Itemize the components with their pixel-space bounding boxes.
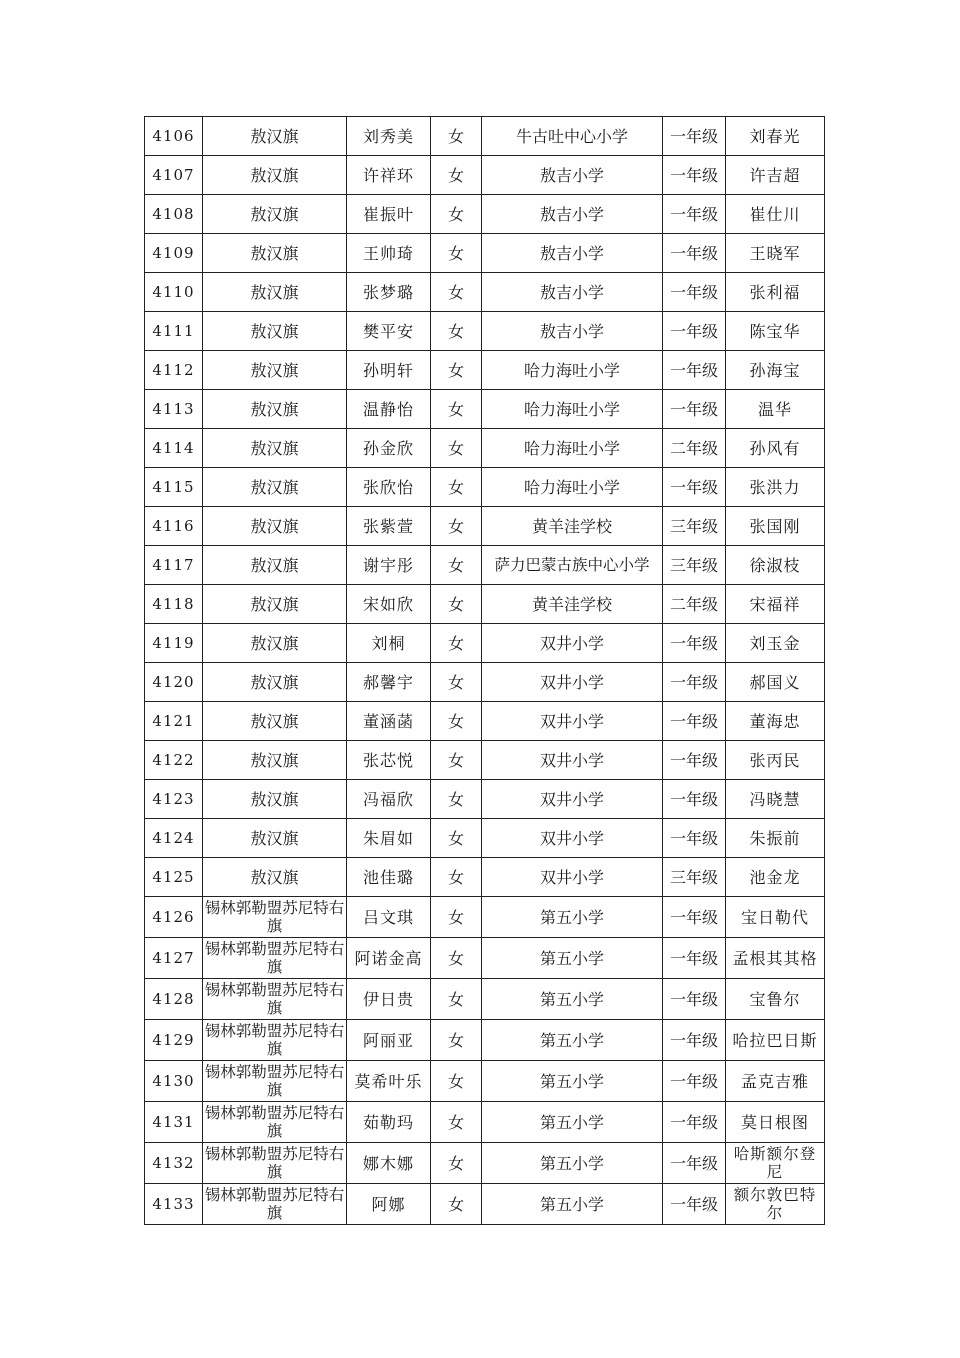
- region-cell: 敖汉旗: [203, 858, 347, 897]
- region-cell: 敖汉旗: [203, 819, 347, 858]
- gender-cell: 女: [431, 468, 482, 507]
- table-row: [145, 468, 825, 507]
- row-number-cell: 4125: [145, 858, 203, 897]
- student-name-cell: 温静怡: [347, 390, 431, 429]
- gender-cell: 女: [431, 507, 482, 546]
- row-number-cell: 4118: [145, 585, 203, 624]
- grade-cell: 一年级: [663, 979, 726, 1020]
- student-name-cell: 茹勒玛: [347, 1102, 431, 1143]
- gender-cell: 女: [431, 273, 482, 312]
- region-cell: 敖汉旗: [203, 390, 347, 429]
- student-name-cell: 阿丽亚: [347, 1020, 431, 1061]
- student-name-cell: 冯福欣: [347, 780, 431, 819]
- region-cell: 敖汉旗: [203, 429, 347, 468]
- guardian-name-cell: 崔仕川: [726, 195, 825, 234]
- grade-cell: 一年级: [663, 663, 726, 702]
- gender-cell: 女: [431, 546, 482, 585]
- row-number-cell: 4110: [145, 273, 203, 312]
- student-name-cell: 伊日贵: [347, 979, 431, 1020]
- school-cell: 第五小学: [482, 897, 663, 938]
- guardian-name-cell: 郝国义: [726, 663, 825, 702]
- grade-cell: 一年级: [663, 1143, 726, 1184]
- school-cell: 萨力巴蒙古族中心小学: [482, 546, 663, 585]
- row-number-cell: 4124: [145, 819, 203, 858]
- grade-cell: 三年级: [663, 858, 726, 897]
- school-cell: 第五小学: [482, 1061, 663, 1102]
- row-number-cell: 4127: [145, 938, 203, 979]
- table-row: [145, 429, 825, 468]
- school-cell: 敖吉小学: [482, 195, 663, 234]
- table-row: [145, 897, 825, 938]
- student-name-cell: 娜木娜: [347, 1143, 431, 1184]
- grade-cell: 一年级: [663, 897, 726, 938]
- gender-cell: 女: [431, 702, 482, 741]
- table-row: [145, 1184, 825, 1225]
- guardian-name-cell: 刘玉金: [726, 624, 825, 663]
- table-row: [145, 624, 825, 663]
- table-row: [145, 390, 825, 429]
- table-row: [145, 938, 825, 979]
- grade-cell: 一年级: [663, 741, 726, 780]
- region-cell: 锡林郭勒盟苏尼特右旗: [203, 938, 347, 979]
- guardian-name-cell: 宋福祥: [726, 585, 825, 624]
- student-name-cell: 宋如欣: [347, 585, 431, 624]
- row-number-cell: 4119: [145, 624, 203, 663]
- guardian-name-cell: 孙风有: [726, 429, 825, 468]
- table-body: [145, 117, 825, 1225]
- table-row: [145, 780, 825, 819]
- row-number-cell: 4117: [145, 546, 203, 585]
- table-row: [145, 1020, 825, 1061]
- grade-cell: 一年级: [663, 624, 726, 663]
- school-cell: 哈力海吐小学: [482, 429, 663, 468]
- school-cell: 黄羊洼学校: [482, 507, 663, 546]
- guardian-name-cell: 徐淑枝: [726, 546, 825, 585]
- guardian-name-cell: 张丙民: [726, 741, 825, 780]
- student-name-cell: 刘桐: [347, 624, 431, 663]
- gender-cell: 女: [431, 234, 482, 273]
- grade-cell: 一年级: [663, 702, 726, 741]
- grade-cell: 一年级: [663, 1061, 726, 1102]
- row-number-cell: 4115: [145, 468, 203, 507]
- gender-cell: 女: [431, 312, 482, 351]
- grade-cell: 一年级: [663, 1184, 726, 1225]
- guardian-name-cell: 宝鲁尔: [726, 979, 825, 1020]
- student-name-cell: 孙明轩: [347, 351, 431, 390]
- table-row: [145, 1102, 825, 1143]
- student-name-cell: 莫希叶乐: [347, 1061, 431, 1102]
- row-number-cell: 4131: [145, 1102, 203, 1143]
- region-cell: 锡林郭勒盟苏尼特右旗: [203, 1061, 347, 1102]
- guardian-name-cell: 朱振前: [726, 819, 825, 858]
- school-cell: 敖吉小学: [482, 312, 663, 351]
- guardian-name-cell: 董海忠: [726, 702, 825, 741]
- table-row: [145, 585, 825, 624]
- gender-cell: 女: [431, 1143, 482, 1184]
- row-number-cell: 4133: [145, 1184, 203, 1225]
- school-cell: 双井小学: [482, 702, 663, 741]
- student-name-cell: 谢宇彤: [347, 546, 431, 585]
- guardian-name-cell: 许吉超: [726, 156, 825, 195]
- region-cell: 锡林郭勒盟苏尼特右旗: [203, 897, 347, 938]
- gender-cell: 女: [431, 1102, 482, 1143]
- school-cell: 哈力海吐小学: [482, 468, 663, 507]
- gender-cell: 女: [431, 195, 482, 234]
- table-row: [145, 507, 825, 546]
- student-name-cell: 刘秀美: [347, 117, 431, 156]
- student-name-cell: 吕文琪: [347, 897, 431, 938]
- grade-cell: 一年级: [663, 351, 726, 390]
- student-roster-table: [144, 116, 825, 1225]
- guardian-name-cell: 莫日根图: [726, 1102, 825, 1143]
- row-number-cell: 4111: [145, 312, 203, 351]
- guardian-name-cell: 刘春光: [726, 117, 825, 156]
- row-number-cell: 4120: [145, 663, 203, 702]
- row-number-cell: 4109: [145, 234, 203, 273]
- grade-cell: 一年级: [663, 156, 726, 195]
- region-cell: 锡林郭勒盟苏尼特右旗: [203, 1143, 347, 1184]
- region-cell: 敖汉旗: [203, 663, 347, 702]
- guardian-name-cell: 孙海宝: [726, 351, 825, 390]
- region-cell: 敖汉旗: [203, 624, 347, 663]
- region-cell: 锡林郭勒盟苏尼特右旗: [203, 979, 347, 1020]
- row-number-cell: 4132: [145, 1143, 203, 1184]
- grade-cell: 一年级: [663, 195, 726, 234]
- grade-cell: 三年级: [663, 546, 726, 585]
- row-number-cell: 4129: [145, 1020, 203, 1061]
- school-cell: 双井小学: [482, 741, 663, 780]
- school-cell: 第五小学: [482, 1102, 663, 1143]
- gender-cell: 女: [431, 819, 482, 858]
- region-cell: 敖汉旗: [203, 546, 347, 585]
- student-name-cell: 阿诺金高: [347, 938, 431, 979]
- region-cell: 敖汉旗: [203, 234, 347, 273]
- region-cell: 敖汉旗: [203, 741, 347, 780]
- row-number-cell: 4108: [145, 195, 203, 234]
- table-row: [145, 741, 825, 780]
- school-cell: 第五小学: [482, 938, 663, 979]
- table-row: [145, 858, 825, 897]
- gender-cell: 女: [431, 390, 482, 429]
- region-cell: 敖汉旗: [203, 585, 347, 624]
- school-cell: 哈力海吐小学: [482, 351, 663, 390]
- gender-cell: 女: [431, 858, 482, 897]
- region-cell: 锡林郭勒盟苏尼特右旗: [203, 1102, 347, 1143]
- table-row: [145, 156, 825, 195]
- gender-cell: 女: [431, 897, 482, 938]
- gender-cell: 女: [431, 1184, 482, 1225]
- student-name-cell: 张梦璐: [347, 273, 431, 312]
- school-cell: 第五小学: [482, 1143, 663, 1184]
- grade-cell: 一年级: [663, 273, 726, 312]
- gender-cell: 女: [431, 351, 482, 390]
- guardian-name-cell: 宝日勒代: [726, 897, 825, 938]
- table-row: [145, 546, 825, 585]
- row-number-cell: 4106: [145, 117, 203, 156]
- gender-cell: 女: [431, 741, 482, 780]
- school-cell: 第五小学: [482, 1020, 663, 1061]
- gender-cell: 女: [431, 624, 482, 663]
- grade-cell: 一年级: [663, 780, 726, 819]
- student-name-cell: 张欣怡: [347, 468, 431, 507]
- student-name-cell: 池佳璐: [347, 858, 431, 897]
- gender-cell: 女: [431, 780, 482, 819]
- table-row: [145, 312, 825, 351]
- student-name-cell: 张紫萱: [347, 507, 431, 546]
- row-number-cell: 4121: [145, 702, 203, 741]
- region-cell: 敖汉旗: [203, 312, 347, 351]
- region-cell: 敖汉旗: [203, 702, 347, 741]
- table-row: [145, 1143, 825, 1184]
- row-number-cell: 4128: [145, 979, 203, 1020]
- student-name-cell: 阿娜: [347, 1184, 431, 1225]
- guardian-name-cell: 孟根其其格: [726, 938, 825, 979]
- table-row: [145, 195, 825, 234]
- gender-cell: 女: [431, 117, 482, 156]
- school-cell: 双井小学: [482, 780, 663, 819]
- guardian-name-cell: 哈斯额尔登尼: [726, 1143, 825, 1184]
- region-cell: 敖汉旗: [203, 156, 347, 195]
- region-cell: 敖汉旗: [203, 507, 347, 546]
- table-row: [145, 234, 825, 273]
- gender-cell: 女: [431, 1020, 482, 1061]
- student-name-cell: 樊平安: [347, 312, 431, 351]
- guardian-name-cell: 张国刚: [726, 507, 825, 546]
- grade-cell: 一年级: [663, 1020, 726, 1061]
- guardian-name-cell: 额尔敦巴特尔: [726, 1184, 825, 1225]
- row-number-cell: 4123: [145, 780, 203, 819]
- grade-cell: 二年级: [663, 585, 726, 624]
- region-cell: 敖汉旗: [203, 468, 347, 507]
- row-number-cell: 4122: [145, 741, 203, 780]
- row-number-cell: 4112: [145, 351, 203, 390]
- row-number-cell: 4126: [145, 897, 203, 938]
- grade-cell: 二年级: [663, 429, 726, 468]
- school-cell: 双井小学: [482, 819, 663, 858]
- gender-cell: 女: [431, 156, 482, 195]
- grade-cell: 一年级: [663, 234, 726, 273]
- region-cell: 敖汉旗: [203, 780, 347, 819]
- school-cell: 双井小学: [482, 624, 663, 663]
- school-cell: 黄羊洼学校: [482, 585, 663, 624]
- school-cell: 双井小学: [482, 663, 663, 702]
- school-cell: 第五小学: [482, 979, 663, 1020]
- region-cell: 敖汉旗: [203, 117, 347, 156]
- gender-cell: 女: [431, 938, 482, 979]
- student-name-cell: 郝馨宇: [347, 663, 431, 702]
- student-name-cell: 王帅琦: [347, 234, 431, 273]
- guardian-name-cell: 孟克吉雅: [726, 1061, 825, 1102]
- region-cell: 敖汉旗: [203, 351, 347, 390]
- school-cell: 敖吉小学: [482, 156, 663, 195]
- gender-cell: 女: [431, 585, 482, 624]
- gender-cell: 女: [431, 979, 482, 1020]
- row-number-cell: 4130: [145, 1061, 203, 1102]
- table-row: [145, 351, 825, 390]
- grade-cell: 三年级: [663, 507, 726, 546]
- region-cell: 敖汉旗: [203, 273, 347, 312]
- table-row: [145, 273, 825, 312]
- guardian-name-cell: 哈拉巴日斯: [726, 1020, 825, 1061]
- gender-cell: 女: [431, 1061, 482, 1102]
- gender-cell: 女: [431, 663, 482, 702]
- guardian-name-cell: 张洪力: [726, 468, 825, 507]
- region-cell: 锡林郭勒盟苏尼特右旗: [203, 1020, 347, 1061]
- table-row: [145, 979, 825, 1020]
- table-row: [145, 117, 825, 156]
- guardian-name-cell: 冯晓慧: [726, 780, 825, 819]
- school-cell: 敖吉小学: [482, 273, 663, 312]
- gender-cell: 女: [431, 429, 482, 468]
- student-name-cell: 孙金欣: [347, 429, 431, 468]
- table-row: [145, 702, 825, 741]
- student-name-cell: 朱眉如: [347, 819, 431, 858]
- school-cell: 敖吉小学: [482, 234, 663, 273]
- guardian-name-cell: 池金龙: [726, 858, 825, 897]
- grade-cell: 一年级: [663, 938, 726, 979]
- school-cell: 牛古吐中心小学: [482, 117, 663, 156]
- guardian-name-cell: 温华: [726, 390, 825, 429]
- school-cell: 双井小学: [482, 858, 663, 897]
- table-row: [145, 1061, 825, 1102]
- student-name-cell: 张芯悦: [347, 741, 431, 780]
- student-name-cell: 董涵菡: [347, 702, 431, 741]
- region-cell: 敖汉旗: [203, 195, 347, 234]
- row-number-cell: 4116: [145, 507, 203, 546]
- student-name-cell: 崔振叶: [347, 195, 431, 234]
- row-number-cell: 4114: [145, 429, 203, 468]
- guardian-name-cell: 陈宝华: [726, 312, 825, 351]
- student-name-cell: 许祥环: [347, 156, 431, 195]
- row-number-cell: 4113: [145, 390, 203, 429]
- grade-cell: 一年级: [663, 117, 726, 156]
- school-cell: 哈力海吐小学: [482, 390, 663, 429]
- guardian-name-cell: 张利福: [726, 273, 825, 312]
- region-cell: 锡林郭勒盟苏尼特右旗: [203, 1184, 347, 1225]
- table-row: [145, 819, 825, 858]
- grade-cell: 一年级: [663, 819, 726, 858]
- table-row: [145, 663, 825, 702]
- grade-cell: 一年级: [663, 468, 726, 507]
- grade-cell: 一年级: [663, 390, 726, 429]
- guardian-name-cell: 王晓军: [726, 234, 825, 273]
- grade-cell: 一年级: [663, 312, 726, 351]
- school-cell: 第五小学: [482, 1184, 663, 1225]
- grade-cell: 一年级: [663, 1102, 726, 1143]
- row-number-cell: 4107: [145, 156, 203, 195]
